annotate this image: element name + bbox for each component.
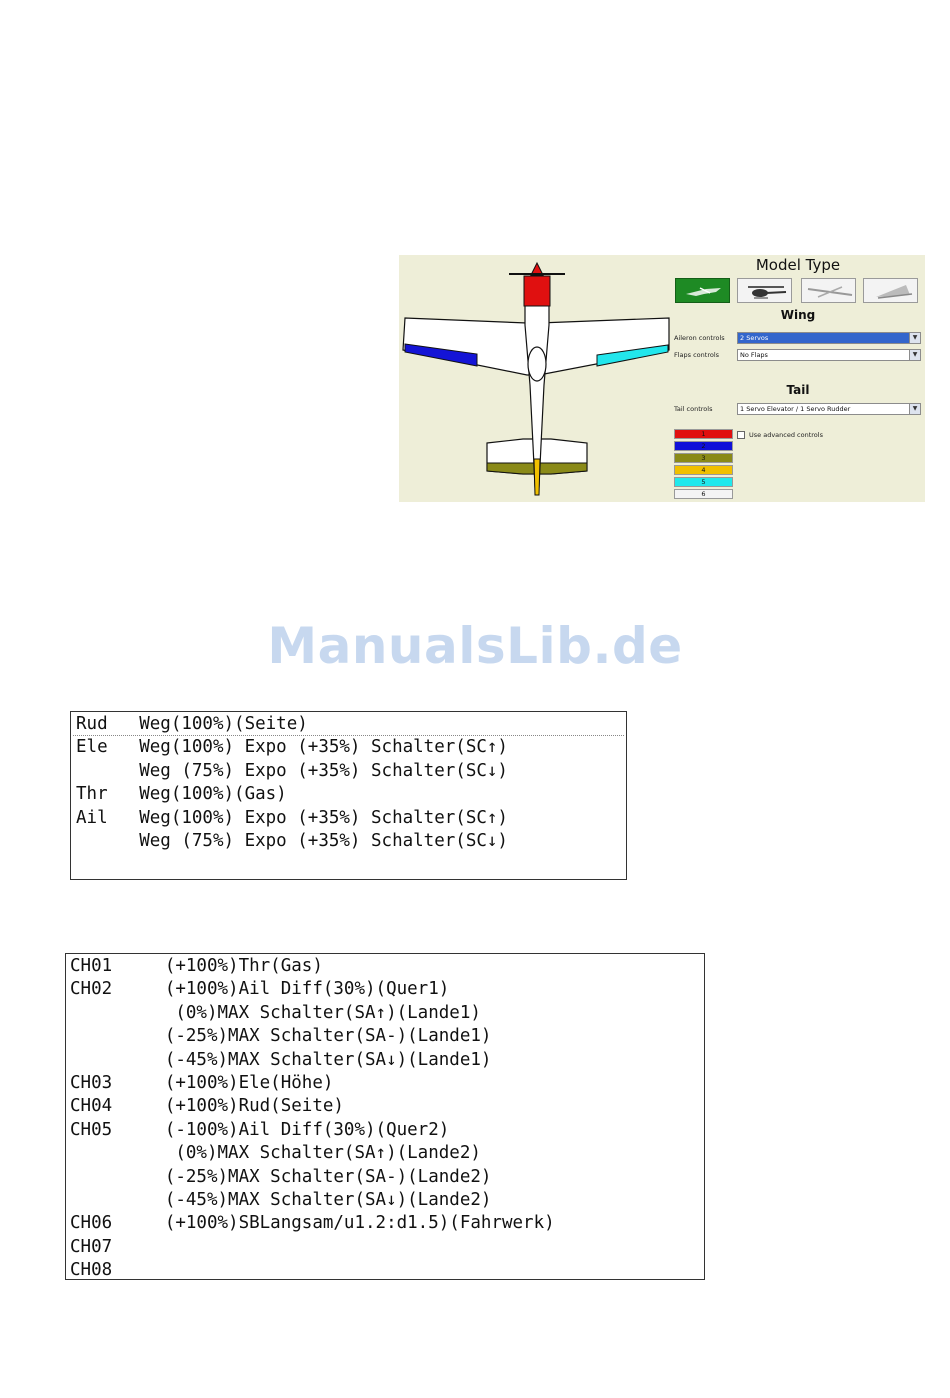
tail-controls-select[interactable] — [737, 403, 921, 415]
text-line: Weg (75%) Expo (+35%) Schalter(SC↓) — [76, 760, 508, 781]
glider-icon — [802, 279, 857, 304]
airplane-diagram — [399, 255, 671, 502]
tail-controls-value: 1 Servo Elevator / 1 Servo Rudder — [740, 405, 851, 413]
tail-section-title: Tail — [786, 383, 810, 397]
channel-swatch: 3 — [674, 453, 733, 463]
text-line: Thr Weg(100%)(Gas) — [76, 784, 287, 805]
chevron-down-icon: ▼ — [909, 404, 920, 414]
aileron-controls-value: 2 Servos — [740, 334, 769, 342]
aileron-controls-select[interactable] — [737, 332, 921, 344]
channel-swatch: 5 — [674, 477, 733, 487]
tail-controls-label: Tail controls — [674, 405, 713, 413]
channel-line: CH05 (-100%)Ail Diff(30%)(Quer2) — [70, 1119, 450, 1140]
channel-line: (-25%)MAX Schalter(SA-)(Lande2) — [70, 1166, 492, 1187]
advanced-controls-checkbox[interactable] — [737, 431, 745, 439]
chevron-down-icon: ▼ — [909, 350, 920, 360]
model-type-panel — [399, 255, 925, 502]
watermark: ManualsLib.de — [267, 617, 683, 675]
channel-line: (-25%)MAX Schalter(SA-)(Lande1) — [70, 1026, 492, 1047]
channel-line: CH03 (+100%)Ele(Höhe) — [70, 1073, 334, 1093]
channel-line: CH07 — [70, 1236, 113, 1257]
channel-line: CH01 (+100%)Thr(Gas) — [70, 956, 323, 976]
channel-swatch: 4 — [674, 465, 733, 475]
chevron-down-icon: ▼ — [909, 333, 920, 343]
plane-icon — [676, 279, 731, 304]
rudder — [534, 459, 540, 495]
text-line: Weg (75%) Expo (+35%) Schalter(SC↓) — [76, 831, 508, 851]
model-settings-column — [671, 255, 925, 502]
text-line: Ele Weg(100%) Expo (+35%) Schalter(SC↑) — [76, 737, 508, 758]
channel-line: (-45%)MAX Schalter(SA↓)(Lande2) — [70, 1190, 492, 1210]
wing-section-title: Wing — [780, 308, 816, 322]
channel-line: (0%)MAX Schalter(SA↑)(Lande2) — [70, 1143, 481, 1164]
channel-swatch: 6 — [674, 489, 733, 499]
aileron-controls-label: Aileron controls — [674, 334, 725, 342]
flaps-controls-value: No Flaps — [740, 351, 768, 359]
channel-swatch: 1 — [674, 429, 733, 439]
channel-line: CH04 (+100%)Rud(Seite) — [70, 1096, 344, 1117]
text-line: Rud Weg(100%)(Seite) — [76, 714, 308, 734]
plane-type-button[interactable] — [675, 278, 730, 303]
channel-listing-box — [65, 953, 705, 1280]
mixer-listing-box — [70, 711, 627, 880]
channel-line: (0%)MAX Schalter(SA↑)(Lande1) — [70, 1002, 481, 1023]
glider-type-button[interactable] — [801, 278, 856, 303]
model-type-title: Model Type — [755, 256, 841, 274]
advanced-controls-label: Use advanced controls — [749, 431, 823, 439]
channel-line: CH06 (+100%)SBLangsam/u1.2:d1.5)(Fahrwerk) — [70, 1213, 555, 1234]
helicopter-icon — [738, 279, 793, 304]
helicopter-type-button[interactable] — [737, 278, 792, 303]
channel-line: (-45%)MAX Schalter(SA↓)(Lande1) — [70, 1049, 492, 1070]
flaps-controls-label: Flaps controls — [674, 351, 720, 359]
channel-swatch: 2 — [674, 441, 733, 451]
engine-cowl — [524, 276, 550, 306]
channel-line: CH08 — [70, 1260, 113, 1281]
channel-line: CH02 (+100%)Ail Diff(30%)(Quer1) — [70, 979, 450, 1000]
text-line: Ail Weg(100%) Expo (+35%) Schalter(SC↑) — [76, 807, 508, 828]
delta-icon — [864, 279, 919, 304]
delta-type-button[interactable] — [863, 278, 918, 303]
flaps-controls-select[interactable] — [737, 349, 921, 361]
canopy — [528, 347, 546, 381]
